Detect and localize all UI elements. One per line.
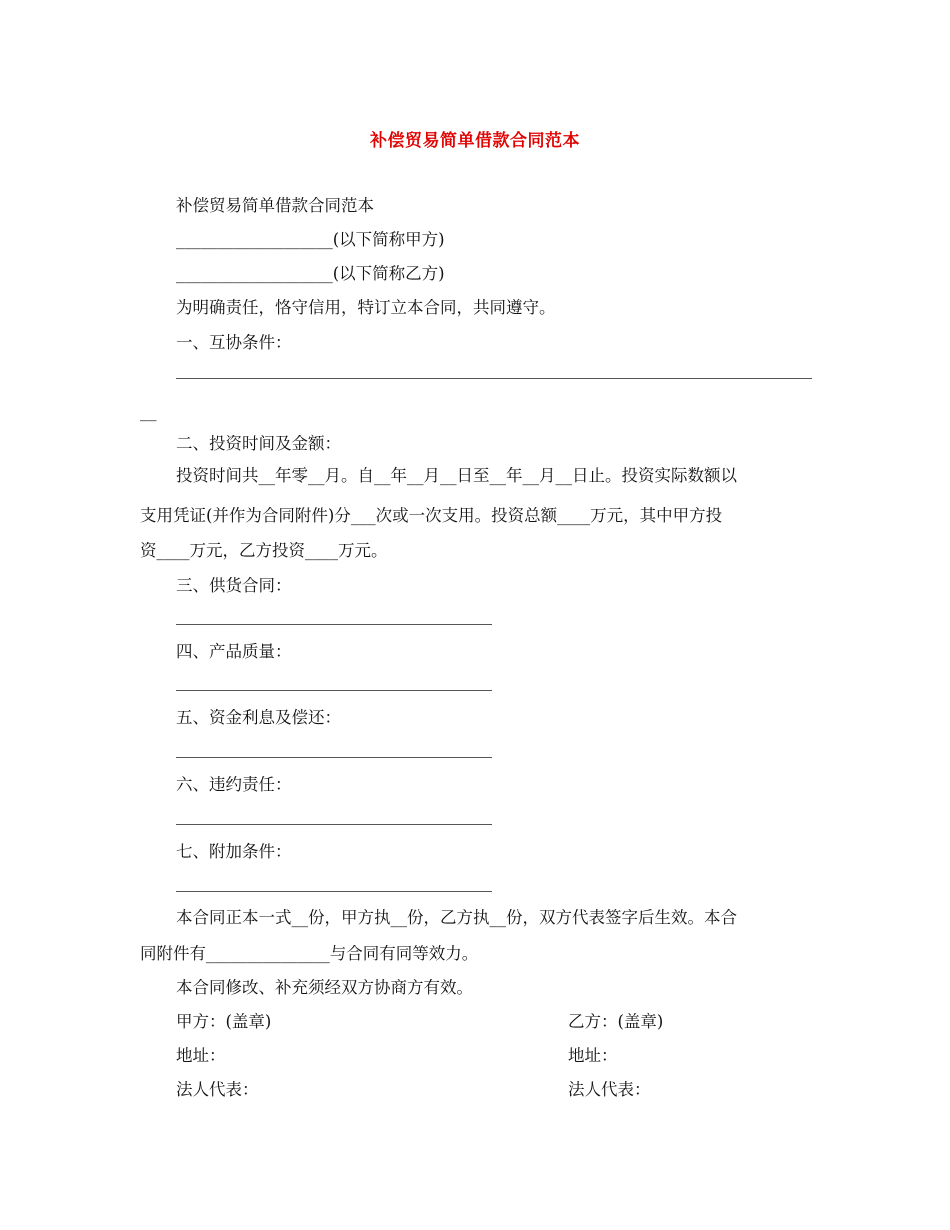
section-2-paragraph-line-1: 投资时间共__年零__月。自__年__月__日至__年__月__日止。投资实际数额以 <box>176 466 737 485</box>
blank-line-section-1 <box>176 378 812 379</box>
party-b-seal: 乙方：(盖章) <box>568 1012 664 1031</box>
party-a-line: ___________________(以下简称甲方) <box>176 230 445 249</box>
party-a-representative: 法人代表： <box>176 1080 259 1099</box>
section-4-title: 四、产品质量： <box>176 642 292 661</box>
section-1-tail: __ <box>140 402 157 421</box>
party-b-representative: 法人代表： <box>568 1080 651 1099</box>
subtitle: 补偿贸易简单借款合同范本 <box>176 196 374 215</box>
blank-line-section-3 <box>176 624 492 625</box>
section-5-title: 五、资金利息及偿还： <box>176 708 341 727</box>
party-a-address: 地址： <box>176 1046 226 1065</box>
blank-line-section-7 <box>176 891 492 892</box>
closing-line-2: 同附件有_______________与合同有同等效力。 <box>140 944 479 963</box>
blank-line-section-5 <box>176 757 492 758</box>
section-1-title: 一、互协条件： <box>176 333 292 352</box>
preamble: 为明确责任，恪守信用，特订立本合同，共同遵守。 <box>176 298 556 317</box>
section-2-paragraph-line-2: 支用凭证(并作为合同附件)分___次或一次支用。投资总额____万元，其中甲方投 <box>140 506 723 525</box>
party-a-seal: 甲方：(盖章) <box>176 1012 272 1031</box>
party-b-line: ___________________(以下简称乙方) <box>176 264 445 283</box>
document-title: 补偿贸易简单借款合同范本 <box>370 131 580 151</box>
party-b-address: 地址： <box>568 1046 618 1065</box>
section-3-title: 三、供货合同： <box>176 576 292 595</box>
blank-line-section-6 <box>176 824 492 825</box>
section-2-paragraph-line-3: 资____万元，乙方投资____万元。 <box>140 541 388 560</box>
closing-line-3: 本合同修改、补充须经双方协商方有效。 <box>176 978 473 997</box>
blank-line-section-4 <box>176 690 492 691</box>
closing-line-1: 本合同正本一式__份，甲方执__份，乙方执__份，双方代表签字后生效。本合 <box>176 908 737 927</box>
section-6-title: 六、违约责任： <box>176 775 292 794</box>
section-2-title: 二、投资时间及金额： <box>176 434 341 453</box>
section-7-title: 七、附加条件： <box>176 842 292 861</box>
